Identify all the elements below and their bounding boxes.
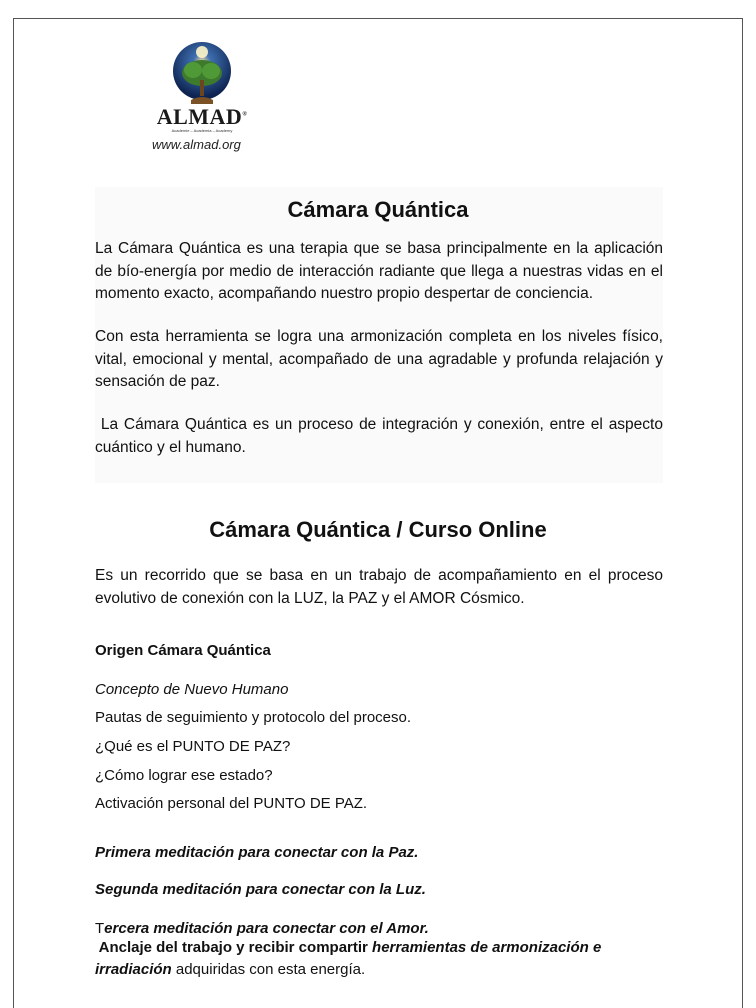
list-item: ¿Qué es el PUNTO DE PAZ? <box>95 738 291 755</box>
paragraph-benefits: Con esta herramienta se logra una armonización completa en los niveles físico, vital, emocional y mental, acompañado de una agradable y profunda relajación y sensación de paz. <box>95 328 663 390</box>
third-initial: T <box>95 920 105 937</box>
paragraph-integration: La Cámara Quántica es un proceso de integración y conexión, entre el aspecto cuántico y el humano. <box>95 416 668 456</box>
tree-globe-icon <box>171 40 233 108</box>
list-item: ¿Cómo lograr ese estado? <box>95 767 273 784</box>
list-item: Pautas de seguimiento y protocolo del proceso. <box>95 709 412 726</box>
website-url[interactable]: www.almad.org <box>152 137 241 152</box>
meditation-item <box>95 920 429 937</box>
list-item: Activación personal del PUNTO DE PAZ. <box>95 795 368 812</box>
list-item: Concepto de Nuevo Humano <box>95 681 289 698</box>
course-intro: Es un recorrido que se basa en un trabajo de acompañamiento en el proceso evolutivo de conexión con la LUZ, la PAZ y el AMOR Cósmico. <box>95 567 663 607</box>
brand-name: ALMAD® <box>156 104 248 129</box>
third-rest: ercera meditación para conectar con el Amor. <box>104 920 429 937</box>
closing-line-2: irradiación adquiridas con esta energía. <box>95 961 366 978</box>
almad-logo <box>152 40 252 133</box>
page-title: Cámara Quántica <box>287 197 469 222</box>
course-title: Cámara Quántica / Curso Online <box>209 517 547 542</box>
meditation-item: Primera meditación para conectar con la Paz. <box>95 844 419 861</box>
closing-line-1: Anclaje del trabajo y recibir compartir herramientas de armonización e <box>95 939 602 956</box>
origin-heading: Origen Cámara Quántica <box>95 642 271 659</box>
paragraph-intro: La Cámara Quántica es una terapia que se basa principalmente en la aplicación de bío-energía por medio de interacción radiante que llega a nuestras vidas en el momento exacto, acompañando nuestro propio despertar de conciencia. <box>95 240 663 302</box>
brand-subtitle: Academie – Academia – Academy <box>171 128 233 133</box>
meditation-item: Segunda meditación para conectar con la Luz. <box>95 881 426 898</box>
